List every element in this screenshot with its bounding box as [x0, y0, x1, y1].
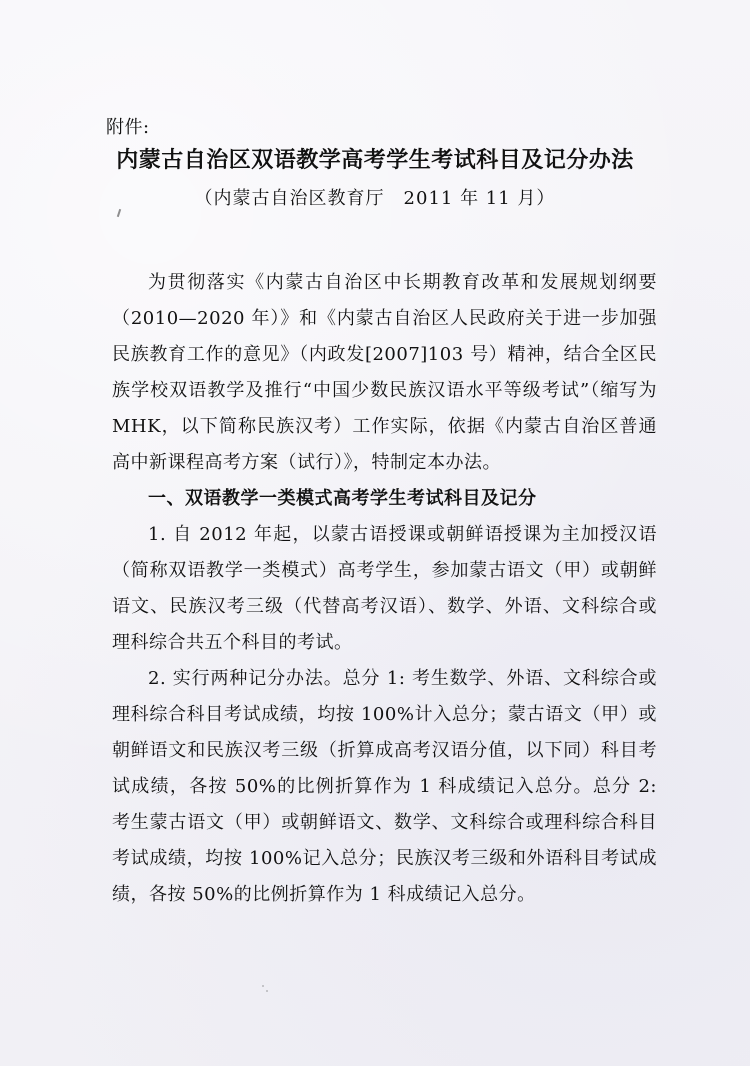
document-subtitle: （内蒙古自治区教育厅 2011 年 11 月）	[194, 188, 556, 209]
paper-speck	[262, 985, 264, 987]
document-body	[112, 265, 657, 913]
section-heading: 一、双语教学一类模式高考学生考试科目及记分	[148, 488, 537, 509]
item-1-paragraph: 1. 自 2012 年起，以蒙古语授课或朝鲜语授课为主加授汉语（简称双语教学一类模式）高考学生，参加蒙古语文（甲）或朝鲜语文、民族汉考三级（代替高考汉语）、数学、外语、文科综合或理科综合共五个科目的考试。	[112, 524, 657, 653]
stray-mark	[117, 209, 121, 217]
document-title: 内蒙古自治区双语教学高考学生考试科目及记分办法	[116, 148, 634, 173]
paper-speck	[266, 990, 268, 992]
attachment-label: 附件:	[106, 117, 150, 138]
intro-paragraph: 为贯彻落实《内蒙古自治区中长期教育改革和发展规划纲要（2010—2020 年）》和《内蒙古自治区人民政府关于进一步加强民族教育工作的意见》（内政发[2007]103 号）精神，结合全区民族学校双语教学及推行“中国少数民族汉语水平等级考试”（缩写为 MHK，以下简称民族汉考）工作实际，依据《内蒙古自治区普通高中新课程高考方案（试行）》，特制定本办法。	[112, 272, 657, 473]
item-2-paragraph: 2. 实行两种记分办法。总分 1: 考生数学、外语、文科综合或理科综合科目考试成绩，均按 100%计入总分；蒙古语文（甲）或朝鲜语文和民族汉考三级（折算成高考汉语分值，以下同）科目考试成绩，各按 50%的比例折算作为 1 科成绩记入总分。总分 2: 考生蒙古语文（甲）或朝鲜语文、数学、文科综合或理科综合科目考试成绩，均按 100%记入总分；民族汉考三级和外语科目考试成绩，各按 50%的比例折算作为 1 科成绩记入总分。	[112, 668, 657, 905]
